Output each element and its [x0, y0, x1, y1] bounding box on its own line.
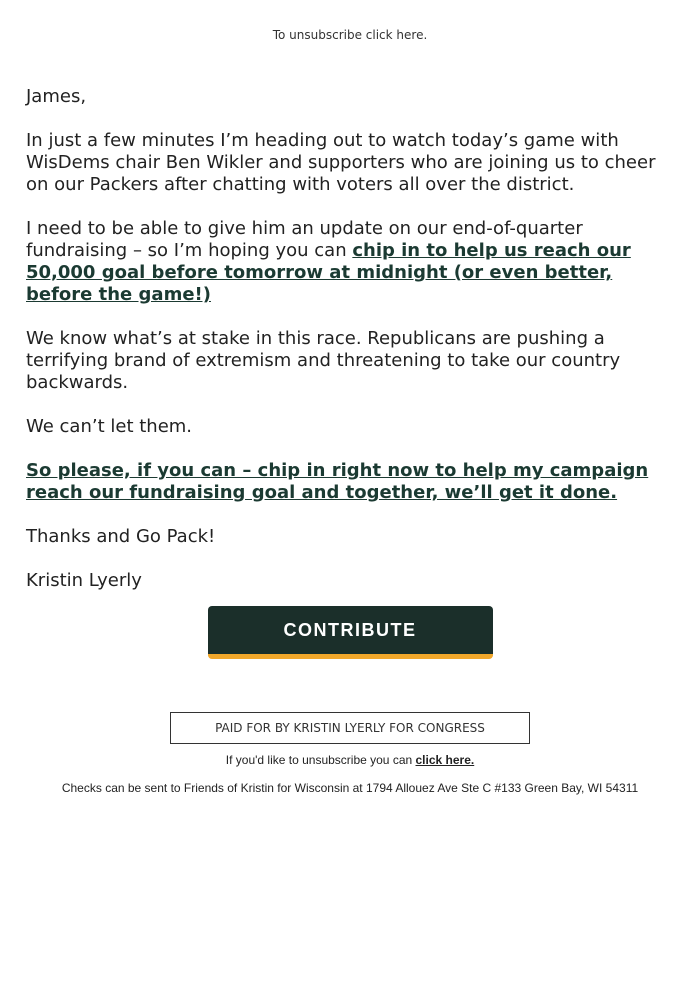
- chip-in-now-link[interactable]: So please, if you can – chip in right now to help my campaign reach our fundraising goal and together, we’ll get it done.: [26, 460, 649, 503]
- paragraph-1: In just a few minutes I’m heading out to watch today’s game with WisDems chair Ben Wikler and supporters who are joining us to cheer on our Packers after chatting with voters all over the district.: [26, 130, 656, 195]
- footer-unsubscribe: [0, 753, 700, 767]
- checks-address: Checks can be sent to Friends of Kristin for Wisconsin at 1794 Allouez Ave Ste C #133 Green Bay, WI 54311: [61, 781, 639, 795]
- paragraph-5: [26, 460, 671, 504]
- contribute-button[interactable]: CONTRIBUTE: [208, 606, 493, 659]
- paragraph-3: We know what’s at stake in this race. Republicans are pushing a terrifying brand of extremism and threatening to take our country backwards.: [26, 328, 621, 393]
- top-unsubscribe-link[interactable]: To unsubscribe click here.: [272, 28, 428, 42]
- paragraph-2: [26, 218, 671, 306]
- paragraph-2-text: I need to be able to give him an update on our end-of-quarter fundraising – so I’m hoping you can: [26, 218, 583, 261]
- greeting: James,: [26, 86, 87, 107]
- closing: Thanks and Go Pack!: [26, 526, 216, 547]
- signature: Kristin Lyerly: [26, 570, 142, 591]
- paragraph-4: We can’t let them.: [26, 416, 193, 437]
- paid-for-disclaimer: PAID FOR BY KRISTIN LYERLY FOR CONGRESS: [170, 712, 530, 744]
- chip-in-link[interactable]: chip in to help us reach our 50,000 goal before tomorrow at midnight (or even better, before the game!): [26, 240, 631, 305]
- letter-body: [26, 86, 671, 592]
- cta-container: [0, 606, 700, 659]
- footer-unsubscribe-link[interactable]: click here.: [415, 753, 475, 767]
- footer-unsubscribe-text: If you'd like to unsubscribe you can: [225, 753, 416, 767]
